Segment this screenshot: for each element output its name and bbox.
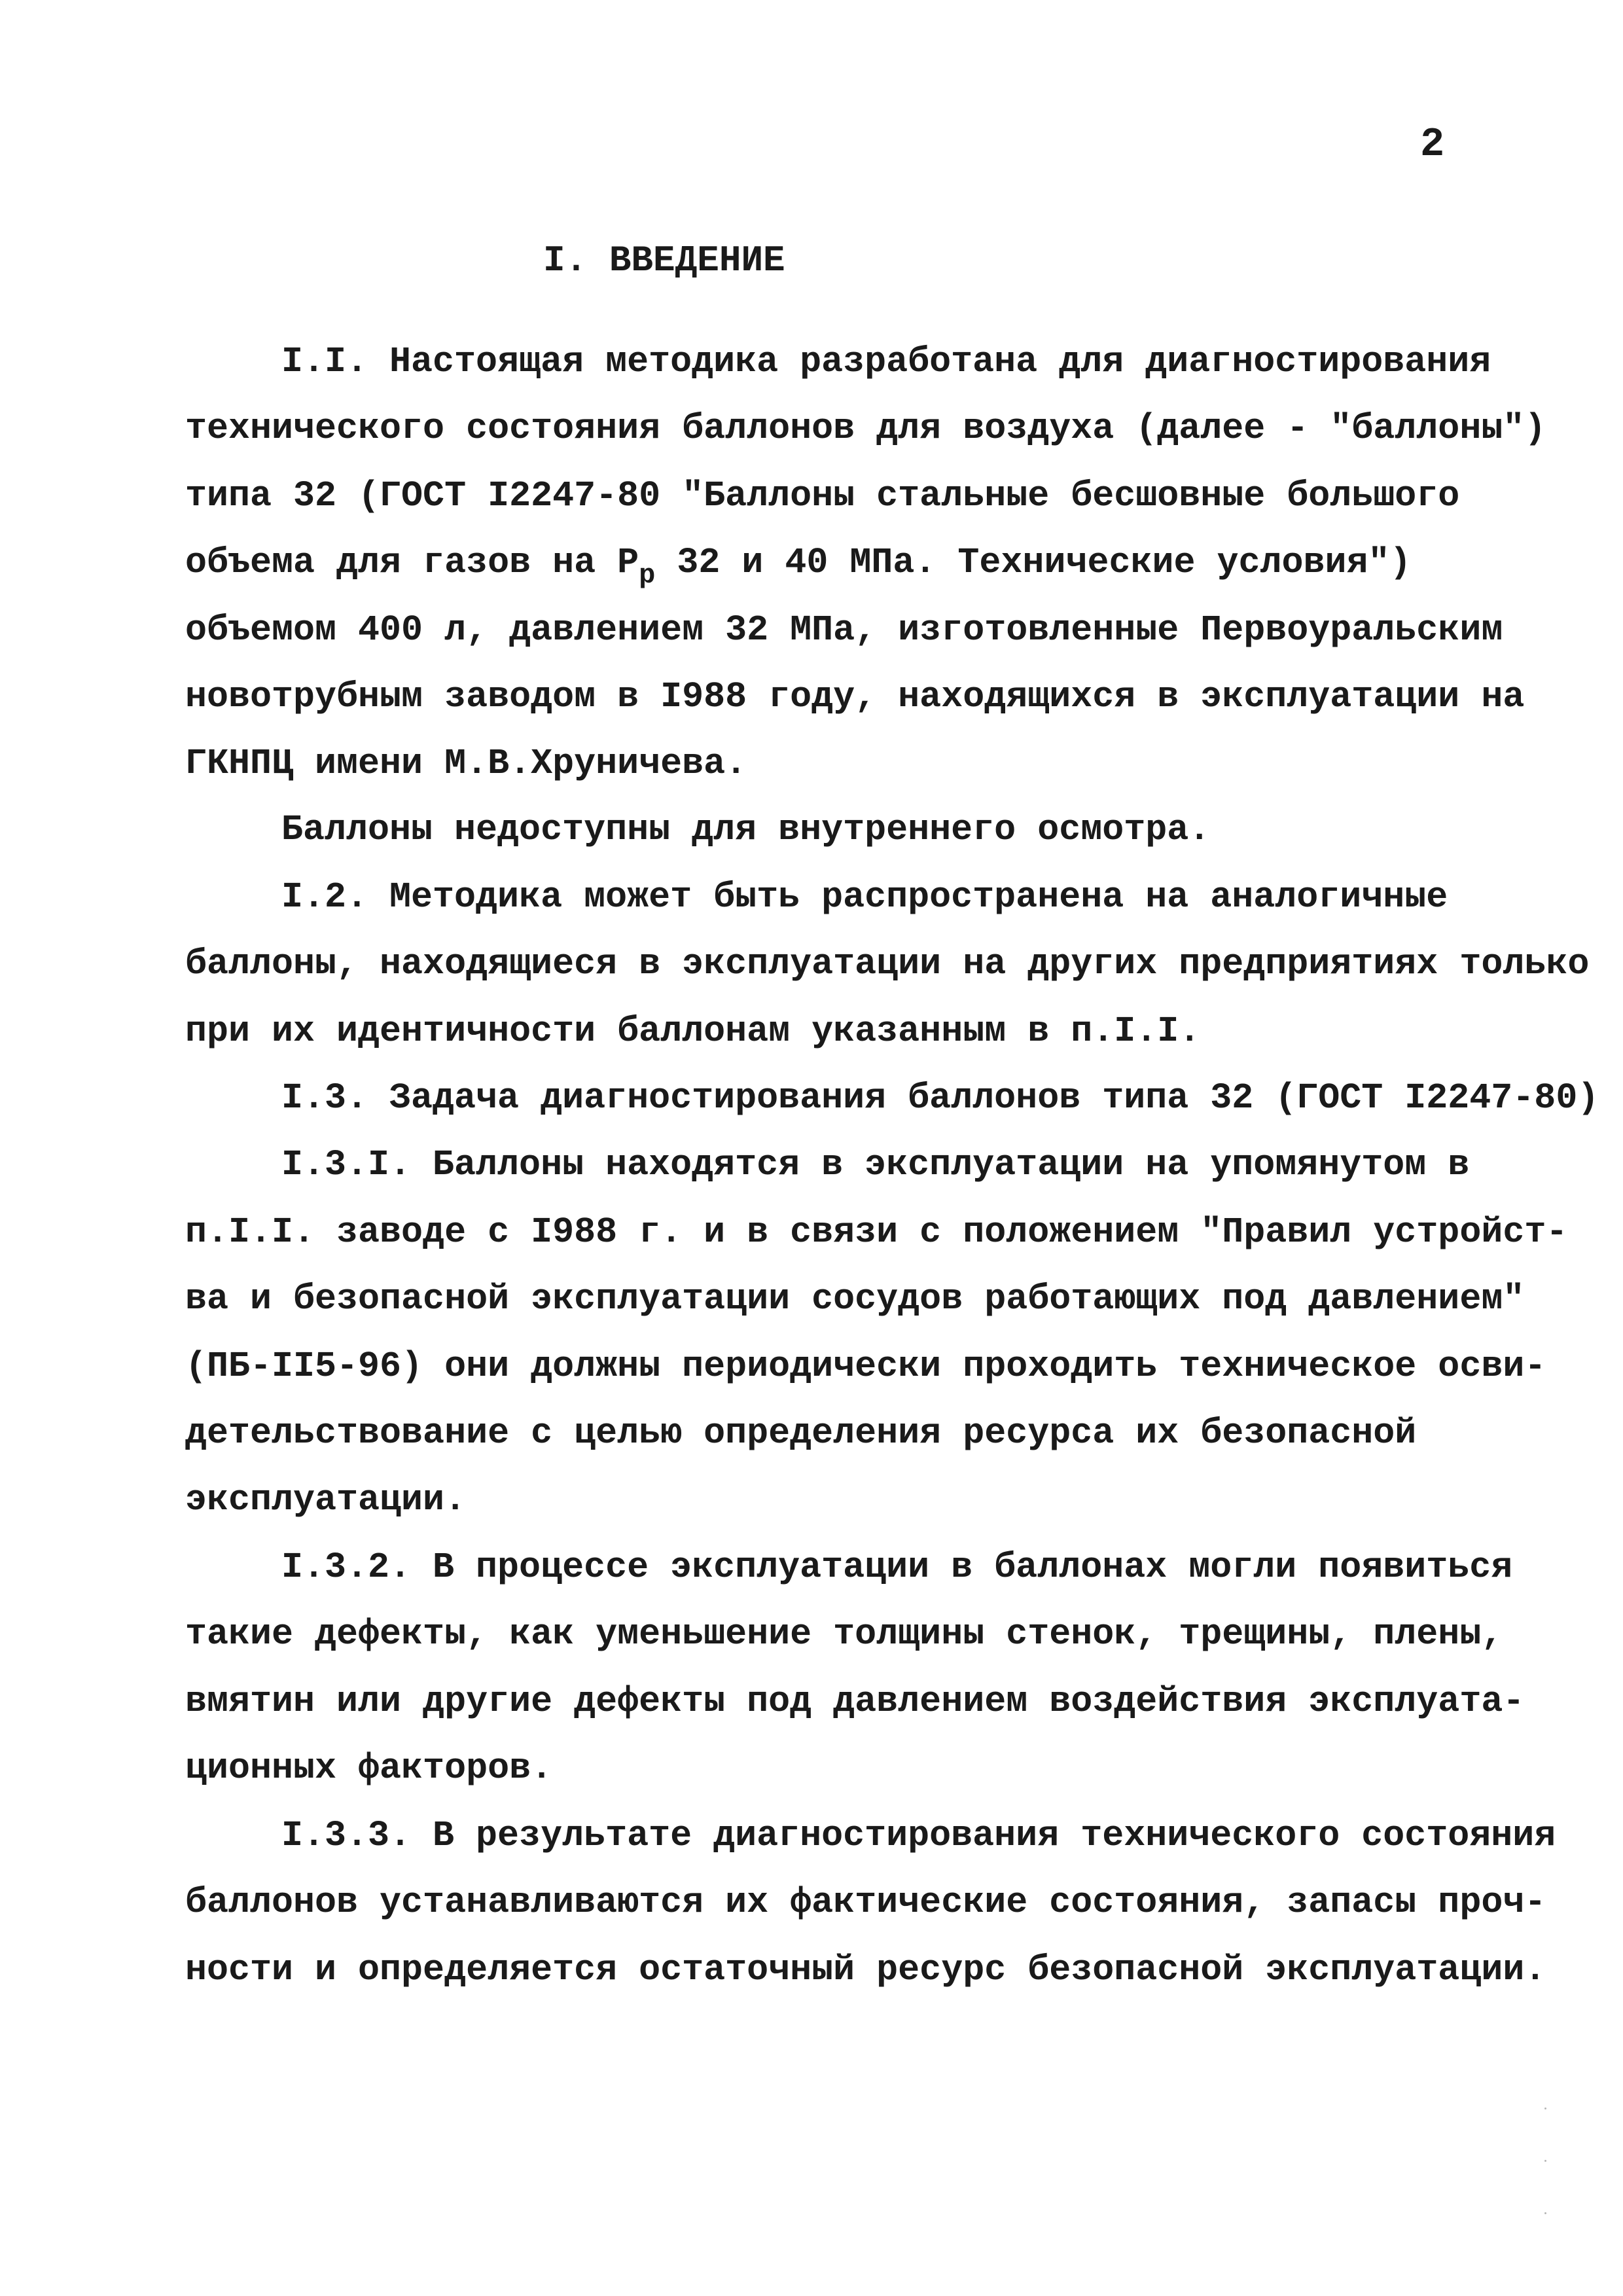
- text-line: I.3.I. Баллоны находятся в эксплуатации на упомянутом в: [281, 1144, 1470, 1185]
- text-line: ГКНПЦ имени М.В.Хруничева.: [185, 743, 747, 784]
- subscript-p: р: [639, 560, 656, 591]
- text-line: баллоны, находящиеся в эксплуатации на других предприятиях только: [185, 943, 1590, 984]
- text-line: I.3. Задача диагностирования баллонов типа 32 (ГОСТ I2247-80): [281, 1077, 1599, 1119]
- text-line: вмятин или другие дефекты под давлением воздействия эксплуата-: [185, 1681, 1525, 1722]
- text-fragment: 32 и 40 МПа. Технические условия"): [655, 542, 1412, 583]
- text-line: типа 32 (ГОСТ I2247-80 "Баллоны стальные бесшовные большого: [185, 475, 1460, 516]
- text-line: эксплуатации.: [185, 1479, 467, 1520]
- scan-speck: [1544, 2212, 1546, 2214]
- text-line: детельствование с целью определения ресурса их безопасной: [185, 1412, 1417, 1454]
- scan-speck: [1544, 2108, 1546, 2109]
- text-line: I.2. Методика может быть распространена на аналогичные: [281, 876, 1448, 918]
- text-line: ционных факторов.: [185, 1748, 553, 1789]
- text-line: при их идентичности баллонам указанным в п.I.I.: [185, 1011, 1201, 1052]
- text-line: Баллоны недоступны для внутреннего осмотра.: [281, 809, 1211, 850]
- text-line: технического состояния баллонов для воздуха (далее - "баллоны"): [185, 408, 1546, 449]
- page-number: 2: [1420, 121, 1445, 168]
- text-line: [185, 542, 1412, 591]
- text-line: ва и безопасной эксплуатации сосудов работающих под давлением": [185, 1278, 1525, 1319]
- text-line: баллонов устанавливаются их фактические состояния, запасы проч-: [185, 1882, 1546, 1923]
- text-line: объемом 400 л, давлением 32 МПа, изготовленные Первоуральским: [185, 609, 1503, 651]
- scan-speck: [1544, 2160, 1546, 2162]
- text-fragment: объема для газов на P: [185, 542, 639, 583]
- text-line: ности и определяется остаточный ресурс безопасной эксплуатации.: [185, 1949, 1546, 1990]
- text-line: I.I. Настоящая методика разработана для диагностирования: [281, 341, 1491, 382]
- text-line: новотрубным заводом в I988 году, находящихся в эксплуатации на: [185, 676, 1525, 717]
- text-line: I.3.2. В процессе эксплуатации в баллонах могли появиться: [281, 1547, 1513, 1588]
- text-line: п.I.I. заводе с I988 г. и в связи с положением "Правил устройст-: [185, 1211, 1568, 1253]
- section-heading: I. ВВЕДЕНИЕ: [543, 240, 785, 281]
- text-line: (ПБ-II5-96) они должны периодически проходить техническое осви-: [185, 1346, 1546, 1387]
- text-line: такие дефекты, как уменьшение толщины стенок, трещины, плены,: [185, 1613, 1503, 1655]
- text-line: I.3.3. В результате диагностирования технического состояния: [281, 1815, 1556, 1856]
